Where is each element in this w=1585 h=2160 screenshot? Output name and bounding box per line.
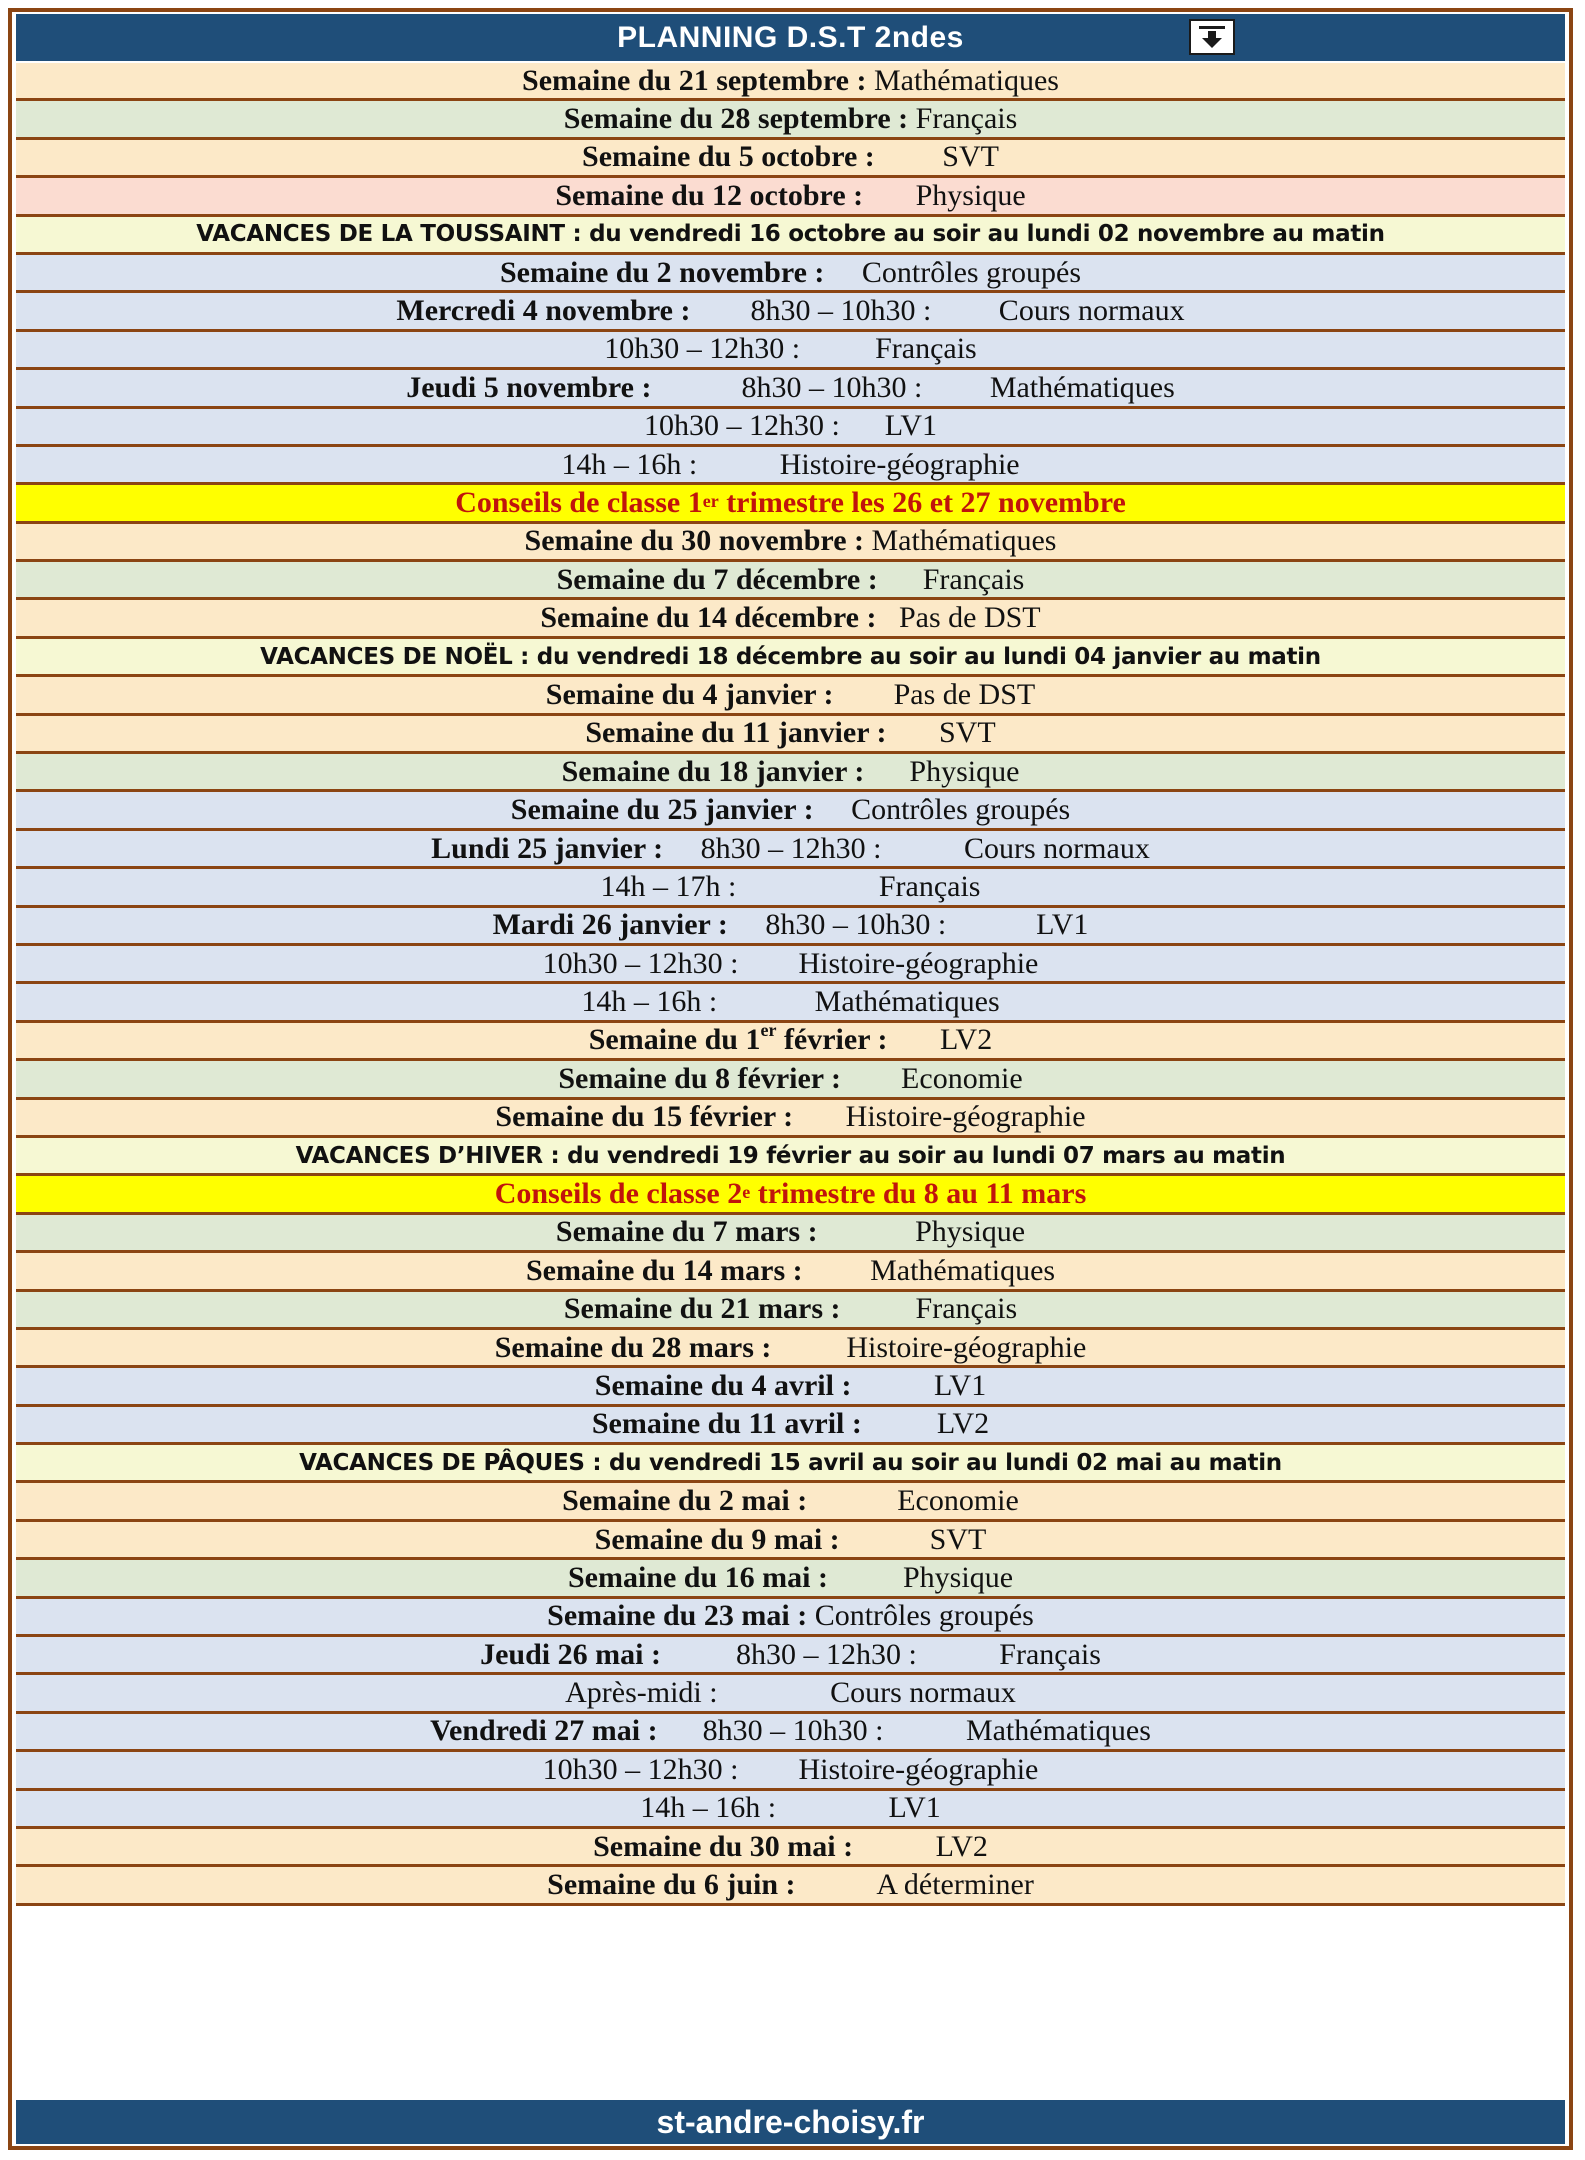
row-text: Après-midi : Cours normaux <box>565 1676 1016 1710</box>
row-label: Mardi 26 janvier : <box>492 908 728 942</box>
row-value: Economie <box>841 1061 1023 1095</box>
planning-row <box>16 1483 1565 1521</box>
row-value: LV2 <box>887 1023 993 1057</box>
row-label: Semaine du 16 mai : <box>567 1560 828 1594</box>
row-label: Semaine du 2 novembre : <box>499 255 825 289</box>
row-label-part: février : <box>776 1023 888 1057</box>
planning-row <box>16 524 1565 562</box>
row-label: Semaine du 11 janvier : <box>585 716 887 750</box>
row-label: Semaine du 6 juin : <box>547 1868 796 1902</box>
vacances-row <box>16 1138 1565 1176</box>
row-label: Semaine du 14 mars : <box>525 1253 803 1287</box>
row-label: Vendredi 27 mai : <box>430 1714 658 1748</box>
row-value: Economie <box>807 1484 1019 1518</box>
row-value: Français <box>877 562 1025 596</box>
planning-row <box>16 984 1565 1022</box>
row-label: Semaine du 30 novembre : <box>524 524 864 558</box>
planning-row <box>16 1023 1565 1061</box>
planning-row <box>16 1330 1565 1368</box>
planning-row <box>16 908 1565 946</box>
planning-row <box>16 1637 1565 1675</box>
row-text: 14h – 16h : Histoire-géographie <box>561 447 1020 481</box>
vacances-row <box>16 217 1565 255</box>
row-value: 8h30 – 10h30 : LV1 <box>727 908 1089 942</box>
row-value: LV1 <box>851 1368 987 1402</box>
page-title: PLANNING D.S.T 2ndes <box>617 20 964 54</box>
planning-row <box>16 1253 1565 1291</box>
row-text: 14h – 17h : Français <box>600 869 981 903</box>
row-label: Semaine du 5 octobre : <box>582 140 875 174</box>
row-value: 8h30 – 10h30 : Cours normaux <box>690 294 1185 328</box>
row-value: LV2 <box>853 1829 988 1863</box>
row-label: Semaine du 28 mars : <box>494 1330 772 1364</box>
row-value: SVT <box>886 716 996 750</box>
planning-row <box>16 1368 1565 1406</box>
planning-row <box>16 178 1565 216</box>
row-text: 10h30 – 12h30 : Histoire-géographie <box>542 1752 1039 1786</box>
planning-row <box>16 447 1565 485</box>
row-label: Semaine du 7 décembre : <box>556 562 878 596</box>
planning-row <box>16 293 1565 331</box>
planning-frame <box>8 8 1573 2150</box>
row-text: 14h – 16h : Mathématiques <box>581 985 1000 1019</box>
planning-row <box>16 1407 1565 1445</box>
planning-row <box>16 792 1565 830</box>
row-value: SVT <box>839 1522 987 1556</box>
planning-row <box>16 1522 1565 1560</box>
row-label: Semaine du 11 avril : <box>591 1407 862 1441</box>
vacances-text: VACANCES D’HIVER : du vendredi 19 février au soir au lundi 07 mars au matin <box>295 1142 1286 1169</box>
row-value: 8h30 – 12h30 : Français <box>660 1637 1101 1671</box>
row-label: Lundi 25 janvier : <box>431 831 664 865</box>
planning-row <box>16 562 1565 600</box>
row-label: Semaine du 23 mai : <box>547 1599 808 1633</box>
row-label: Semaine du 4 avril : <box>594 1368 852 1402</box>
planning-row <box>16 677 1565 715</box>
row-label: Semaine du 2 mai : <box>562 1484 808 1518</box>
row-label: Mercredi 4 novembre : <box>396 294 691 328</box>
download-button[interactable] <box>1189 19 1235 55</box>
planning-row <box>16 716 1565 754</box>
row-label: Semaine du 30 mai : <box>593 1829 854 1863</box>
row-text: 10h30 – 12h30 : Histoire-géographie <box>542 946 1039 980</box>
row-label: Semaine du 9 mai : <box>594 1522 840 1556</box>
planning-row <box>16 831 1565 869</box>
planning-row <box>16 370 1565 408</box>
planning-row <box>16 1714 1565 1752</box>
row-value: Français <box>908 102 1018 136</box>
planning-row <box>16 1292 1565 1330</box>
planning-row <box>16 255 1565 293</box>
row-value: Mathématiques <box>864 524 1057 558</box>
planning-row <box>16 140 1565 178</box>
planning-rows <box>16 63 1565 1906</box>
vacances-text: VACANCES DE LA TOUSSAINT : du vendredi 16 octobre au soir au lundi 02 novembre au matin <box>196 221 1385 248</box>
row-label-part: Semaine du 1 <box>588 1023 761 1057</box>
row-label <box>589 1023 888 1057</box>
planning-row <box>16 63 1565 101</box>
row-value: Mathématiques <box>866 63 1059 97</box>
row-value: Contrôles groupés <box>807 1599 1034 1633</box>
row-value: 8h30 – 12h30 : Cours normaux <box>663 831 1150 865</box>
planning-row <box>16 1215 1565 1253</box>
row-value: LV2 <box>861 1407 990 1441</box>
row-value: A déterminer <box>795 1868 1034 1902</box>
planning-row <box>16 869 1565 907</box>
conseil-row: Conseils de classe 2 $^e$ trimestre du 8 au 11 mars <box>16 1176 1565 1214</box>
site-url[interactable]: st-andre-choisy.fr <box>656 2103 925 2140</box>
planning-row <box>16 1867 1565 1905</box>
vacances-text: VACANCES DE PÂQUES : du vendredi 15 avril au soir au lundi 02 mai au matin <box>299 1449 1282 1476</box>
planning-row <box>16 409 1565 447</box>
planning-row <box>16 1675 1565 1713</box>
row-label: Semaine du 12 octobre : <box>555 178 864 212</box>
vacances-text: VACANCES DE NOËL : du vendredi 18 décembre au soir au lundi 04 janvier au matin <box>260 643 1321 670</box>
planning-row <box>16 946 1565 984</box>
row-label: Semaine du 7 mars : <box>555 1215 818 1249</box>
vacances-row <box>16 1445 1565 1483</box>
row-value: Physique <box>817 1215 1026 1249</box>
planning-row <box>16 1599 1565 1637</box>
row-label: Semaine du 28 septembre : <box>563 102 909 136</box>
row-label: Semaine du 18 janvier : <box>561 754 865 788</box>
row-value: Physique <box>864 754 1020 788</box>
row-value: Français <box>840 1292 1018 1326</box>
row-label: Semaine du 21 septembre : <box>522 63 867 97</box>
row-label: Semaine du 25 janvier : <box>510 793 814 827</box>
row-value: Contrôles groupés <box>824 255 1082 289</box>
row-value: Pas de DST <box>876 601 1041 635</box>
site-footer[interactable] <box>16 2100 1565 2144</box>
row-text: 10h30 – 12h30 : Français <box>604 332 977 366</box>
planning-row <box>16 1791 1565 1829</box>
row-label: Semaine du 4 janvier : <box>545 677 834 711</box>
row-value: Physique <box>863 178 1026 212</box>
planning-row <box>16 1752 1565 1790</box>
download-icon <box>1197 24 1227 50</box>
planning-row <box>16 1829 1565 1867</box>
row-label: Semaine du 14 décembre : <box>540 601 877 635</box>
planning-row <box>16 1061 1565 1099</box>
ordinal-sup: er <box>760 1022 777 1041</box>
row-text: 14h – 16h : LV1 <box>640 1791 941 1825</box>
row-label: Jeudi 5 novembre : <box>406 370 652 404</box>
row-text: 10h30 – 12h30 : LV1 <box>643 409 938 443</box>
conseil-text: trimestre du 8 au 11 mars <box>750 1177 1087 1211</box>
row-value: Physique <box>828 1560 1014 1594</box>
row-value: Contrôles groupés <box>813 793 1071 827</box>
planning-row <box>16 754 1565 792</box>
planning-row <box>16 600 1565 638</box>
conseil-text: trimestre les 26 et 27 novembre <box>718 485 1126 519</box>
planning-row <box>16 101 1565 139</box>
row-value: SVT <box>874 140 999 174</box>
planning-row <box>16 332 1565 370</box>
conseil-row: Conseils de classe 1 $^{er}$ trimestre les 26 et 27 novembre <box>16 485 1565 523</box>
planning-row <box>16 1100 1565 1138</box>
vacances-row <box>16 639 1565 677</box>
row-value: Histoire-géographie <box>793 1100 1086 1134</box>
row-value: 8h30 – 10h30 : Mathématiques <box>657 1714 1151 1748</box>
planning-header <box>16 14 1565 61</box>
conseil-text: Conseils de classe 2 <box>494 1177 743 1211</box>
row-value: Histoire-géographie <box>771 1330 1087 1364</box>
row-value: Pas de DST <box>833 677 1036 711</box>
conseil-text: Conseils de classe 1 <box>455 485 703 519</box>
row-value: 8h30 – 10h30 : Mathématiques <box>651 370 1175 404</box>
planning-row <box>16 1560 1565 1598</box>
row-label: Semaine du 21 mars : <box>563 1292 841 1326</box>
row-label: Jeudi 26 mai : <box>480 1637 661 1671</box>
row-label: Semaine du 15 février : <box>495 1100 794 1134</box>
row-label: Semaine du 8 février : <box>558 1061 842 1095</box>
row-value: Mathématiques <box>802 1253 1056 1287</box>
